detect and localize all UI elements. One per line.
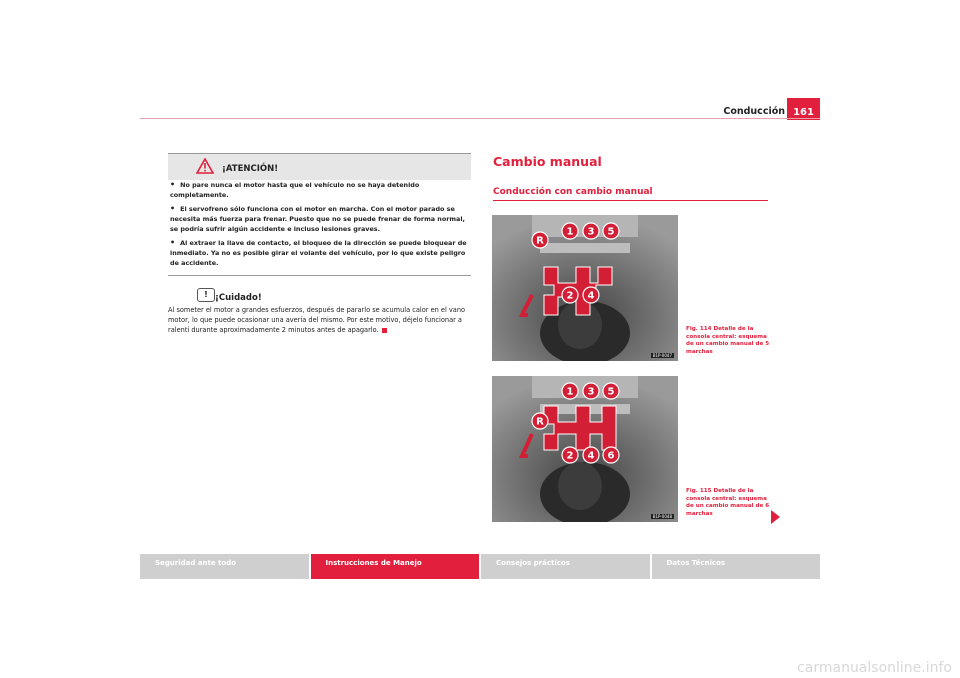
subtitle-divider: [493, 200, 768, 201]
caution-text: Al someter el motor a grandes esfuerzos, después de pararlo se acumula calor en el vano motor, lo que puede ocasionar una avería del mismo. Por este motivo, déjelo funcionar a ralentí durante aproximadamente 2 minutos antes de apagarlo.: [168, 306, 466, 335]
gear-label: 5: [607, 226, 615, 238]
watermark: carmanualsonline.info: [797, 660, 952, 676]
gear-label: 2: [566, 450, 574, 462]
section-subtitle: Conducción con cambio manual: [493, 187, 653, 197]
footer-tab-consejos[interactable]: Consejos prácticos: [481, 554, 650, 579]
footer-tab-instrucciones[interactable]: Instrucciones de Manejo: [311, 554, 480, 579]
page-number: 161: [787, 98, 820, 120]
warning-item: • No pare nunca el motor hasta que el vehículo no se haya detenido completamente.: [170, 180, 470, 200]
end-of-section-mark: [382, 328, 387, 333]
footer-tab-datos[interactable]: Datos Técnicos: [652, 554, 821, 579]
gear-label-reverse: R: [536, 416, 544, 428]
gear-label: 3: [587, 226, 595, 238]
gear-label: 2: [566, 290, 574, 302]
gear-label-reverse: R: [536, 235, 544, 247]
section-title: Cambio manual: [493, 154, 602, 169]
warning-item: • El servofreno sólo funciona con el motor en marcha. Con el motor parado se necesita más fuerza para frenar. Puesto que no se puede frenar de forma normal, se podría sufrir algún accidente e incluso lesiones graves.: [170, 204, 470, 235]
gear-label: 4: [587, 290, 595, 302]
gear-label: 1: [566, 386, 574, 398]
header-divider: [140, 118, 820, 119]
gear-label: 3: [587, 386, 595, 398]
gear-label: 6: [607, 450, 615, 462]
gear-label: 5: [607, 386, 615, 398]
warning-item: • Al extraer la llave de contacto, el bloqueo de la dirección se puede bloquear de inmediato. Ya no es posible girar el volante del vehículo, por lo que existe peligro de accidente.: [170, 238, 470, 269]
next-page-arrow-icon[interactable]: [771, 510, 780, 524]
figure-caption: Fig. 115 Detalle de la consola central: esquema de un cambio manual de 6 marchas: [686, 488, 770, 517]
caution-icon: !: [197, 288, 215, 302]
figure-code: B1P-0047: [652, 353, 672, 358]
footer-nav: [140, 554, 820, 579]
warning-triangle-icon: [196, 158, 214, 178]
figure-gear-5-speed: [492, 215, 678, 361]
warning-title: ¡ATENCIÓN!: [222, 164, 279, 174]
figure-caption: Fig. 114 Detalle de la consola central: esquema de un cambio manual de 5 marchas: [686, 326, 770, 355]
gear-label: 4: [587, 450, 595, 462]
page-header-title: Conducción: [723, 106, 785, 117]
gear-label: 1: [566, 226, 574, 238]
figure-gear-6-speed: [492, 376, 678, 522]
caution-title: ¡Cuidado!: [215, 293, 262, 303]
figure-code: B1P-0048: [652, 514, 672, 519]
footer-tab-seguridad[interactable]: Seguridad ante todo: [140, 554, 309, 579]
